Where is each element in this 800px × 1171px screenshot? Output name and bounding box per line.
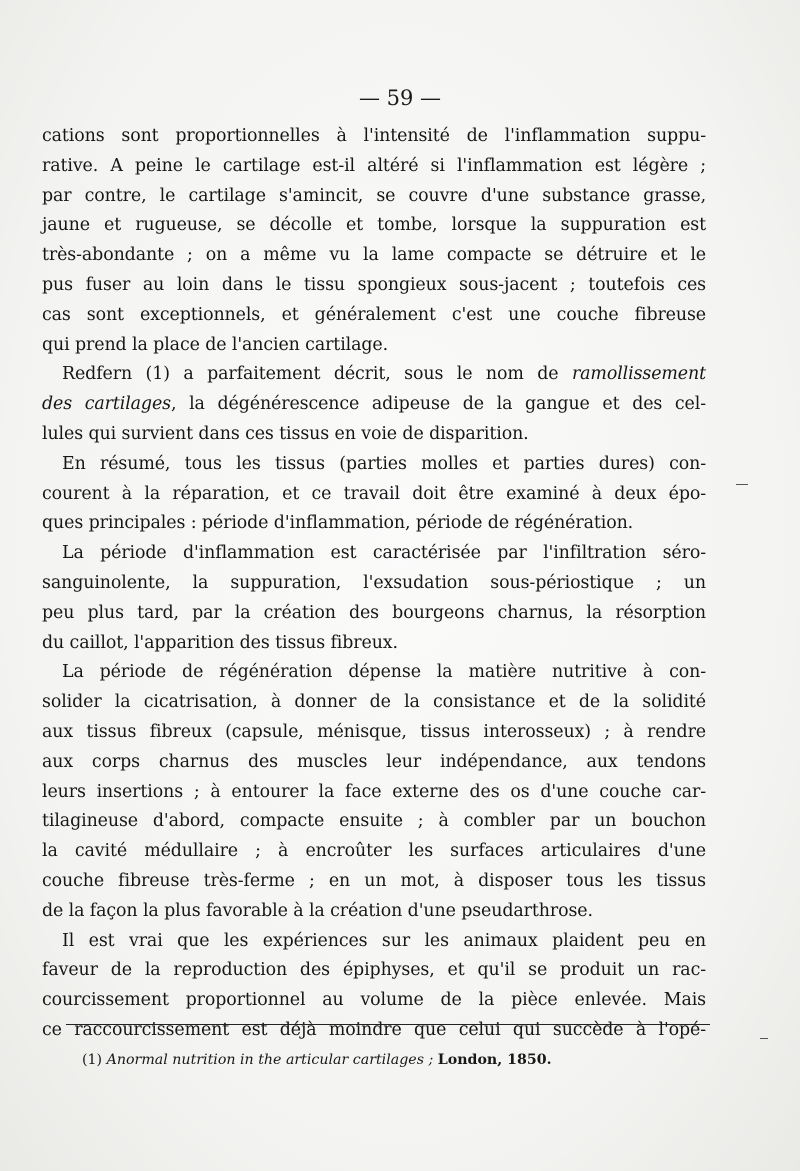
text-line: La période d'inflammation est caractérisée par l'infiltration séro- [62,543,706,564]
footnote-marker: (1) [82,1052,103,1068]
text-line: faveur de la reproduction des épiphyses, et qu'il se produit un rac- [42,960,706,981]
paragraph-1 [42,122,706,360]
paragraph-6 [42,927,706,1046]
text-line: aux corps charnus des muscles leur indépendance, aux tendons [42,751,706,772]
text-line: leurs insertions ; à entourer la face externe des os d'une couche car- [42,781,706,802]
text-line: par contre, le cartilage s'amincit, se couvre d'une substance grasse, [42,185,706,206]
text-line: En résumé, tous les tissus (parties molles et parties dures) con- [62,453,706,474]
paragraph-5 [42,658,706,926]
footnote-rule [66,1024,710,1025]
footnote [82,1052,552,1068]
text-line: ques principales : période d'inflammation, période de régénération. [42,513,634,534]
text-line: sanguinolente, la suppuration, l'exsudation sous-périostique ; un [42,572,706,593]
text-line: la cavité médullaire ; à encroûter les surfaces articulaires d'une [42,841,706,862]
text-line [42,360,706,390]
text-line: aux tissus fibreux (capsule, ménisque, tissus interosseux) ; à rendre [42,721,706,742]
paragraph-2 [42,360,706,449]
text-line: solider la cicatrisation, à donner de la consistance et de la solidité [42,692,706,713]
body-text [42,122,706,1046]
text-line: lules qui survient dans ces tissus en voie de disparition. [42,423,529,444]
text-run: Redfern (1) a parfaitement décrit, sous le nom de [62,364,572,385]
text-line: pus fuser au loin dans le tissu spongieux sous-jacent ; toutefois ces [42,274,706,295]
text-line: tilagineuse d'abord, compacte ensuite ; à combler par un bouchon [42,811,706,832]
text-line: cas sont exceptionnels, et généralement c'est une couche fibreuse [42,304,706,325]
text-line: de la façon la plus favorable à la création d'une pseudarthrose. [42,900,593,921]
footnote-publication: London, 1850. [437,1052,552,1068]
text-line: couche fibreuse très-ferme ; en un mot, à disposer tous les tissus [42,870,706,891]
page-number: — 59 — [358,86,442,110]
paragraph-4 [42,539,706,658]
text-run: , la dégénérescence adipeuse de la gangue et des cel- [170,394,706,415]
text-line: cations sont proportionnelles à l'intensité de l'inflammation suppu- [42,126,706,146]
text-line: rative. A peine le cartilage est-il altéré si l'inflammation est légère ; [42,155,706,176]
text-line: ce raccourcissement est déjà moindre que celui qui succède à l'opé- [42,1019,706,1040]
text-line: jaune et rugueuse, se décolle et tombe, lorsque la suppuration est [42,215,706,236]
footnote-title: Anormal nutrition in the articular cartilages ; [106,1052,434,1068]
text-line: Il est vrai que les expériences sur les animaux plaident peu en [62,930,706,951]
text-line: La période de régénération dépense la matière nutritive à con- [62,662,706,683]
margin-mark [736,484,748,485]
margin-mark [760,1038,768,1039]
text-line: peu plus tard, par la création des bourgeons charnus, la résorption [42,602,706,623]
paragraph-3 [42,450,706,539]
italic-term: ramollissement [571,364,706,385]
text-line: très-abondante ; on a même vu la lame compacte se détruire et le [42,245,706,266]
text-line [42,390,706,420]
text-line: courent à la réparation, et ce travail doit être examiné à deux épo- [42,483,706,504]
italic-term: des cartilages [42,394,171,415]
text-line: qui prend la place de l'ancien cartilage. [42,334,389,355]
text-line: du caillot, l'apparition des tissus fibreux. [42,632,398,653]
text-line: courcissement proportionnel au volume de la pièce enlevée. Mais [42,990,706,1011]
